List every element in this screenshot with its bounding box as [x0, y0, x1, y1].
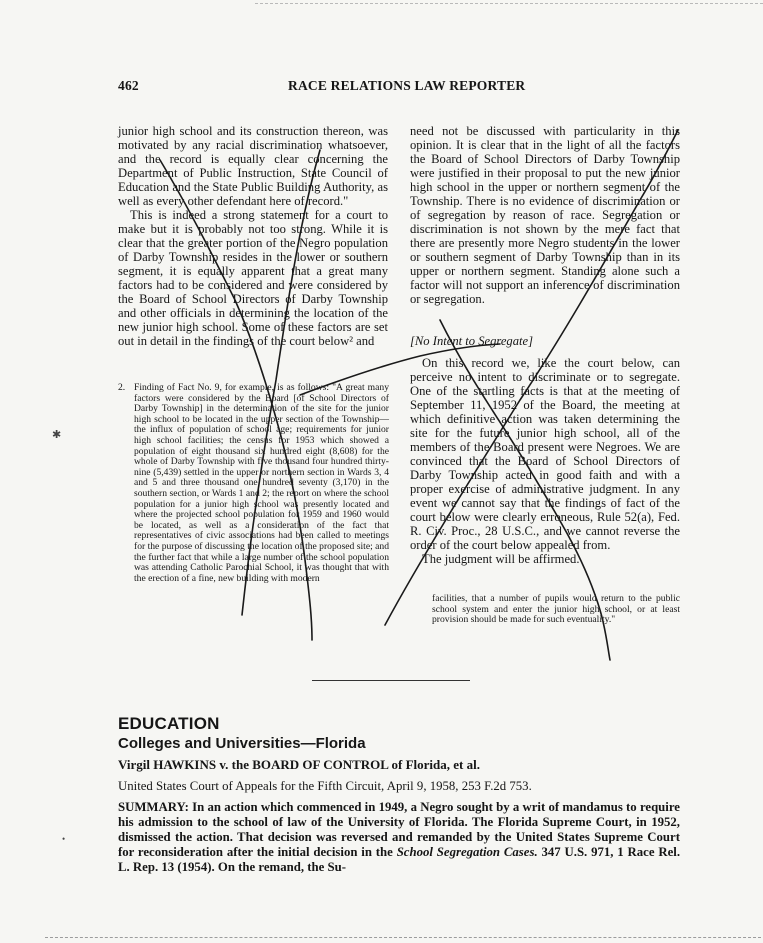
right-paragraph-2: On this record we, like the court below, can perceive no intent to discriminate or to segregate. One of the startling facts is that at the meeting of September 11, 1952 of the Board, the meeting at which definitive action was taken determining the site for the future junior high school, all of the members of the Board present were Negroes. We are convinced that the Board of School Directors of Darby Township acted in good faith and with a proper exercise of administrative judgment. In any event we cannot say that the findings of fact of the court below were clearly erroneous, Rule 52(a), Fed. R. Civ. Proc., 28 U.S.C., and we cannot reverse the order of the court below appealed from. [410, 356, 680, 552]
right-paragraph-1: need not be discussed with particularity in this opinion. It is clear that in the light of all the factors the Board of School Directors of Darby Township were justified in their proposal to put the new junior high school in the upper or northern segment of the Township. There is no evidence of discrimination or of segregation by reason of race. Segregation or discrimination is not shown by the mere fact that there are presently more Negro students in the lower or southern segment of Darby Township than in its upper or northern segment. Standing alone such a factor will not support an inference of discrimination or segregation. [410, 124, 680, 306]
right-column-lower [410, 356, 680, 566]
footnote-text: Finding of Fact No. 9, for example, is as follows: "A great many factors were considered by the Board [of School Directors of Darby Township] in the determination of the site for the junior high school to be located in the upper section of the Township—the influx of population of school age; requirements for junior high school facilities; the census for 1953 which showed a population of eight thousand six hundred eight (8,608) for the whole of Darby Township with five thousand four hundred thirty-nine (5,439) settled in the upper or northern section in Wards 3, 4 and 5 and three thousand one hundred seventy (3,170) in the southern section, or Wards 1 and 2; the report on where the school population for a junior high school was presently located and where the projected school population for 1959 and 1960 would be located, as well as a consideration of the fact that representatives of civic associations had been called to meetings for the purpose of discussing the location of the proposed site; and the further fact that while a large number of the school population was attending Catholic Parochial School, it was thought that with the erection of a fine, new building with modern [134, 382, 389, 584]
case-title: Virgil HAWKINS v. the BOARD OF CONTROL of Florida, et al. [118, 757, 480, 772]
left-paragraph-1: junior high school and its construction thereon, was motivated by any racial discrimination whatsoever, and the record is equally clear concerning the Department of Public Instruction, State Council of Education and the State Public Building Authority, as well as every other defendant here of record." [118, 124, 388, 208]
summary-text-1: In an action which commenced in 1949, a Negro sought by a writ of mandamus to require his admission to the school of law of the University of Florida. The Florida Supreme Court, in 1952, dismissed the action. That decision was reversed and remanded by the United States Supreme Court for reconsideration after the initial decision in the [118, 800, 680, 859]
footnote-2 [118, 382, 389, 584]
right-column [410, 124, 680, 306]
summary-italic-case: School Segregation Cases. [396, 845, 538, 859]
scan-speck: ✱ [52, 429, 62, 441]
bottom-dashed-rule [45, 937, 761, 938]
footnote-2-continued: facilities, that a number of pupils would return to the public school system and enter the junior high school, or at least provision should be made for such eventuality." [432, 593, 680, 626]
left-column [118, 124, 388, 348]
scan-speck: • [62, 834, 66, 844]
summary-text-2: 347 U.S. 971, 1 Race Rel. L. Rep. 13 (1954). On the remand, the Su- [118, 845, 681, 874]
footnote-number: 2. [118, 382, 126, 393]
top-dashed-rule [255, 3, 763, 4]
running-header [118, 78, 680, 96]
section-heading: EDUCATION [118, 714, 220, 733]
running-title: RACE RELATIONS LAW REPORTER [288, 78, 526, 93]
left-paragraph-2: This is indeed a strong statement for a court to make but it is probably not too strong. While it is clear that the greater portion of the Negro population of Darby Township resides in the lower or southern segment, it is equally apparent that a great many factors had to be considered and were considered by the Board of School Directors of Darby Township and other officials in determining the location of the new junior high school. Some of these factors are set out in detail in the findings of the court below² and [118, 208, 388, 348]
section-divider [312, 680, 470, 681]
page-number: 462 [118, 78, 139, 93]
summary-label: SUMMARY: [118, 800, 189, 814]
court-citation: United States Court of Appeals for the Fifth Circuit, April 9, 1958, 253 F.2d 753. [118, 779, 532, 793]
right-paragraph-3: The judgment will be affirmed. [422, 552, 580, 566]
subsection-heading: [No Intent to Segregate] [410, 334, 534, 348]
summary-paragraph [118, 800, 680, 875]
section-subheading: Colleges and Universities—Florida [118, 735, 366, 752]
